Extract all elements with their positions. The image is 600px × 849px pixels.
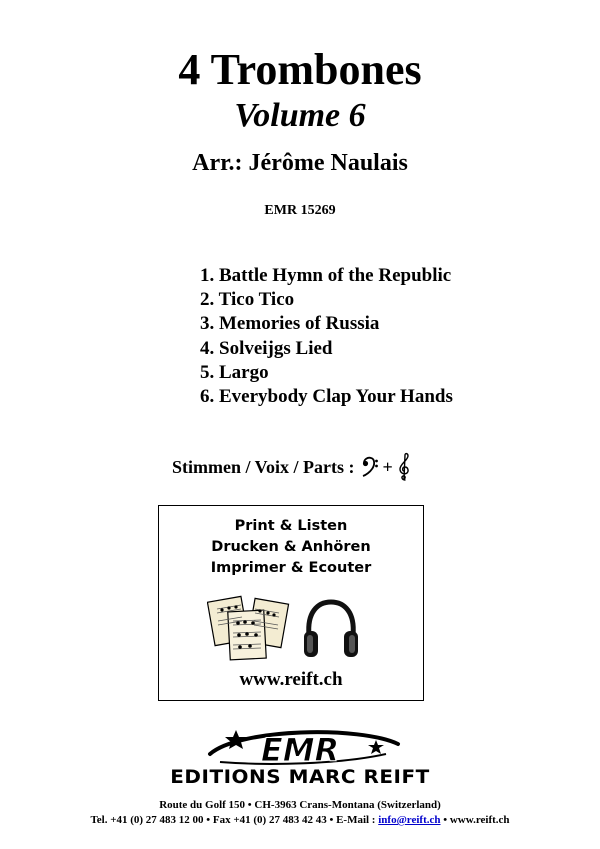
publisher-contact — [0, 813, 600, 827]
track-item: 4. Solveijgs Lied — [200, 337, 333, 359]
volume-subtitle: Volume 6 — [234, 97, 366, 134]
track-item: 2. Tico Tico — [200, 289, 295, 311]
publisher-address: Route du Golf 150 • CH-3963 Crans-Montana (Switzerland) — [159, 799, 441, 811]
sheet-music-icon — [207, 591, 291, 670]
parts-label: Stimmen / Voix / Parts : — [172, 456, 355, 477]
catalog-number: EMR 15269 — [264, 203, 336, 218]
promo-line: Drucken & Anhören — [211, 539, 371, 555]
track-list — [200, 264, 453, 409]
track-item: 5. Largo — [200, 361, 269, 383]
parts-line — [172, 452, 411, 482]
print-listen-box — [158, 505, 424, 701]
contact-suffix: • www.reift.ch — [443, 814, 510, 826]
page-title: 4 Trombones — [178, 45, 422, 94]
promo-line: Print & Listen — [234, 518, 348, 534]
headphones-icon — [301, 597, 361, 668]
track-item: 1. Battle Hymn of the Republic — [200, 265, 452, 286]
parts-separator: + — [382, 456, 393, 477]
track-item: 6. Everybody Clap Your Hands — [200, 386, 453, 408]
promo-line: Imprimer & Ecouter — [210, 560, 372, 576]
bass-clef-icon — [361, 456, 379, 478]
track-item: 3. Memories of Russia — [200, 313, 380, 335]
contact-prefix: Tel. +41 (0) 27 483 12 00 • Fax +41 (0) 27 483 42 43 • E-Mail : — [90, 814, 376, 826]
promo-url: www.reift.ch — [239, 669, 343, 690]
arranger: Arr.: Jérôme Naulais — [192, 150, 408, 176]
treble-clef-icon — [397, 452, 411, 482]
publisher-name: EDITIONS MARC REIFT — [170, 766, 430, 788]
email-link[interactable]: info@reift.ch — [378, 814, 441, 826]
logo-text: EMR — [260, 731, 340, 769]
